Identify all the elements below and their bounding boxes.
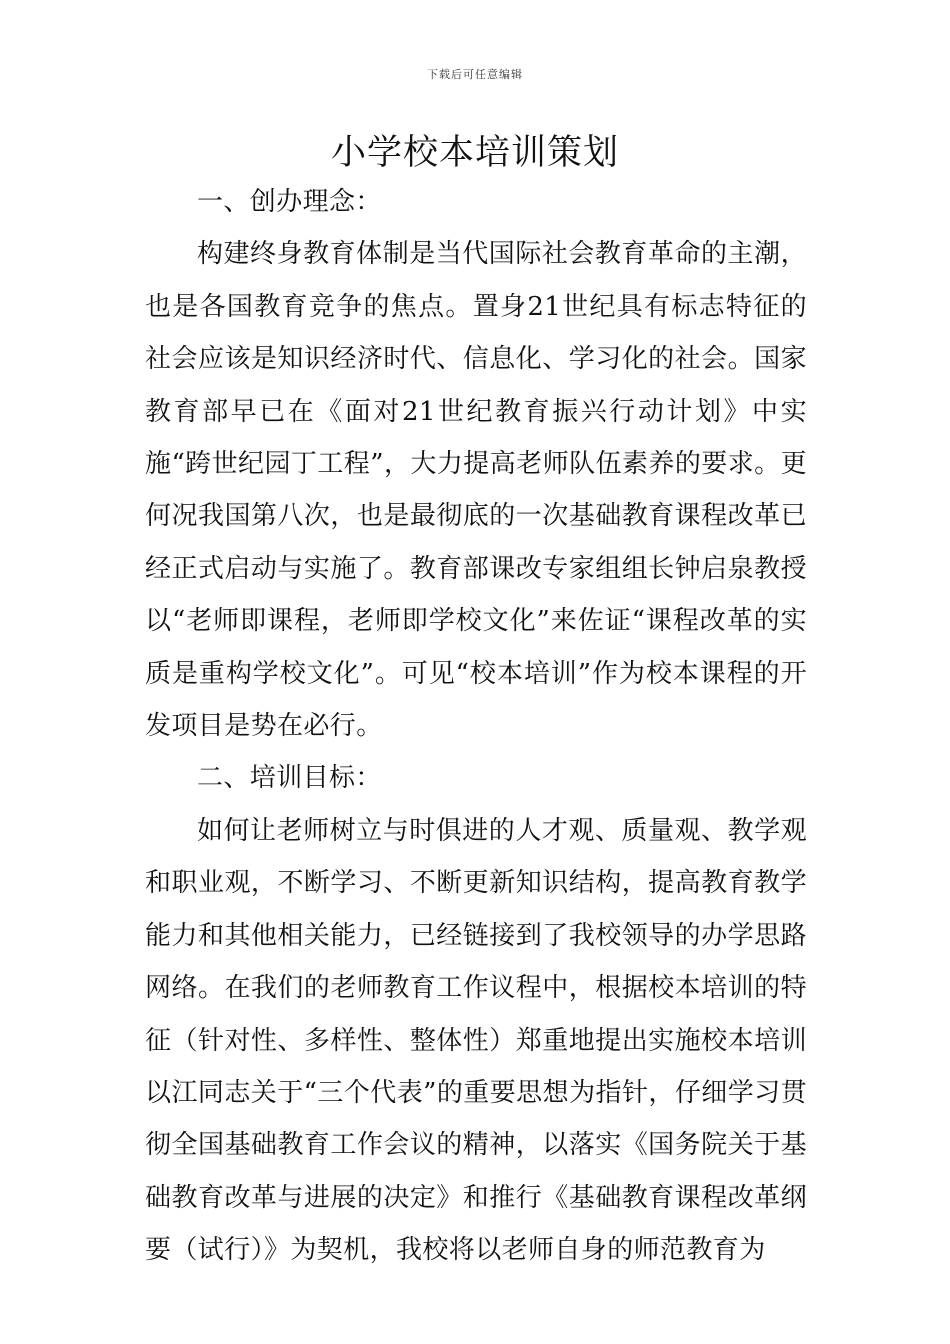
section-heading-goals: 二、培训目标： [197, 763, 382, 794]
header-note: 下载后可任意编辑 [427, 68, 523, 81]
page-title: 小学校本培训策划 [330, 133, 619, 173]
section-paragraph-goals: 如何让老师树立与时俱进的人才观、质量观、教学观和职业观，不断学习、不断更新知识结构，提高教育教学能力和其他相关能力，已经链接到了我校领导的办学思路网络。在我们的老师教育工作议程中，根据校本培训的特征（针对性、多样性、整体性）郑重地提出实施校本培训以江同志关于“三个代表”的重要思想为指针，仔细学习贯彻全国基础教育工作会议的精神，以落实《国务院关于基础教育改革与进展的决定》和推行《基础教育课程改革纲要（试行）》为契机，我校将以老师自身的师范教育为 [145, 815, 807, 1266]
document-body [145, 176, 807, 1277]
section-paragraph-philosophy: 构建终身教育体制是当代国际社会教育革命的主潮，也是各国教育竞争的焦点。置身21世纪具有标志特征的社会应该是知识经济时代、信息化、学习化的社会。国家教育部早已在《面对21世纪教育振兴行动计划》中实施“跨世纪园丁工程”，大力提高老师队伍素养的要求。更何况我国第八次，也是最彻底的一次基础教育课程改革已经正式启动与实施了。教育部课改专家组组长钟启泉教授以“老师即课程，老师即学校文化”来佐证“课程改革的实质是重构学校文化”。可见“校本培训”作为校本课程的开发项目是势在必行。 [145, 239, 807, 742]
section-heading-philosophy: 一、创办理念： [197, 187, 382, 217]
